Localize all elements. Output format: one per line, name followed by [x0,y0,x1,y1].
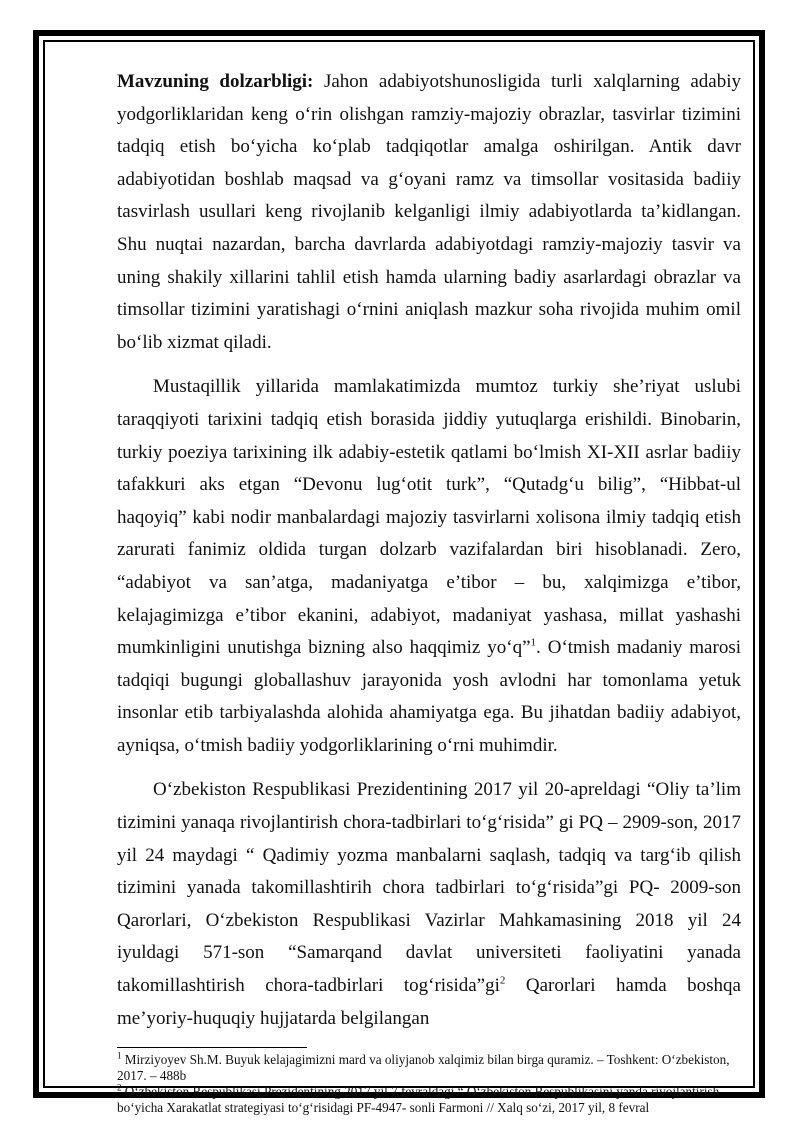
footnote-separator [117,1047,307,1048]
paragraph-text: O‘zbekiston Respublikasi Prezidentining 2017 yil 20-apreldagi “Oliy ta’lim tizimini yanaqa rivojlantirish chora-tadbirlari to‘g‘risida” gi PQ – 2909-son, 2017 yil 24 maydagi “ Qadimiy yozma manbalarni saqlash, tadqiq va targ‘ib qilish tizimini yanada takomillashtirih chora tadbirlari to‘g‘risida”gi PQ- 2009-son Qarorlari, O‘zbekiston Respublikasi Vazirlar Mahkamasining 2018 yil 24 iyuldagi 571-son “Samarqand davlat universiteti faoliyatini yanada takomillashtirish chora-tadbirlari tog‘risida”gi [117,779,741,997]
footnote [117,1084,741,1116]
section-heading: Mavzuning dolzarbligi: [117,71,314,92]
paragraph-decrees [117,774,741,1035]
footnote-mark: 2 [117,1082,122,1093]
footnote-ref[interactable]: 1 [530,636,537,649]
footnote-text: Mirziyoyev Sh.M. Buyuk kelajagimizni mard va oliyjanob xalqimiz bilan birga quramiz. – Toshkent: O‘zbekiston, 2017. – 488b [117,1052,730,1084]
document-body [117,66,741,1116]
footnote-text: O‘zbekiston Respublikasi Prezidentining 2017 yil 7 fevraldagi “ O‘zbekiston Respublikasini yanda rivojlantirish bo‘yicha Xarakatlat strategiyasi to‘g‘risidagi PF-4947- sonli Farmoni // Xalq so‘zi, 2017 yil, 8 fevral [117,1084,720,1116]
footnote [117,1052,741,1084]
paragraph-text: Mustaqillik yillarida mamlakatimizda mumtoz turkiy she’riyat uslubi taraqqiyoti tarixini tadqiq etish borasida jiddiy yutuqlarga erishildi. Binobarin, turkiy poeziya tarixining ilk adabiy-estetik qatlami bo‘lmish XI-XII asrlar badiiy tafakkuri aks etgan “Devonu lug‘otit turk”, “Qutadg‘u bilig”, “Hibbat-ul haqoyiq” kabi nodir manbalardagi majoziy tasvirlarni xolisona ilmiy tadqiq etish zarurati fanimiz oldida turgan dolzarb vazifalardan biri hisoblanadi. Zero, “adabiyot va san’atga, madaniyatga e’tibor – bu, xalqimizga e’tibor, kelajagimizga e’tibor ekanini, adabiyot, madaniyat yashasa, millat yashashi mumkinligini unutishga bizning also haqqimiz yo‘q” [117,376,741,659]
paragraph-text: Qarorlari hamda boshqa me’yoriy-huquqiy hujjatarda belgilangan [117,975,741,1029]
paragraph-text: Jahon adabiyotshunosligida turli xalqlarning adabiy yodgorliklaridan keng o‘rin olishgan ramziy-majoziy obrazlar, tasvirlar tizimini tadqiq etish bo‘yicha ko‘plab tadqiqotlar amalga oshirilgan. Antik davr adabiyotidan boshlab maqsad va g‘oyani ramz va timsollar vositasida badiiy tasvirlash usullari keng rivojlanib kelganligi ilmiy adabiyotlarda ta’kidlangan. Shu nuqtai nazardan, barcha davrlarda adabiyotdagi ramziy-majoziy tasvir va uning shakily xillarini tahlil etish hamda ularning badiy asarlardagi obrazlar va timsollar tizimini yaratishagi o‘rnini aniqlash mazkur soha rivojida muhim omil bo‘lib xizmat qiladi. [117,71,741,353]
footnote-ref[interactable]: 2 [499,974,506,987]
paragraph-independence [117,371,741,762]
paragraph-text: . O‘tmish madaniy marosi tadqiqi bugungi globallashuv jarayonida yosh avlodni har tomonlama yetuk insonlar etib tarbiyalashda alohida ahamiyatga ega. Bu jihatdan badiiy adabiyot, ayniqsa, o‘tmish badiiy yodgorliklarining o‘rni muhimdir. [117,637,741,756]
footnote-mark: 1 [117,1050,122,1061]
paragraph-relevance [117,66,741,359]
